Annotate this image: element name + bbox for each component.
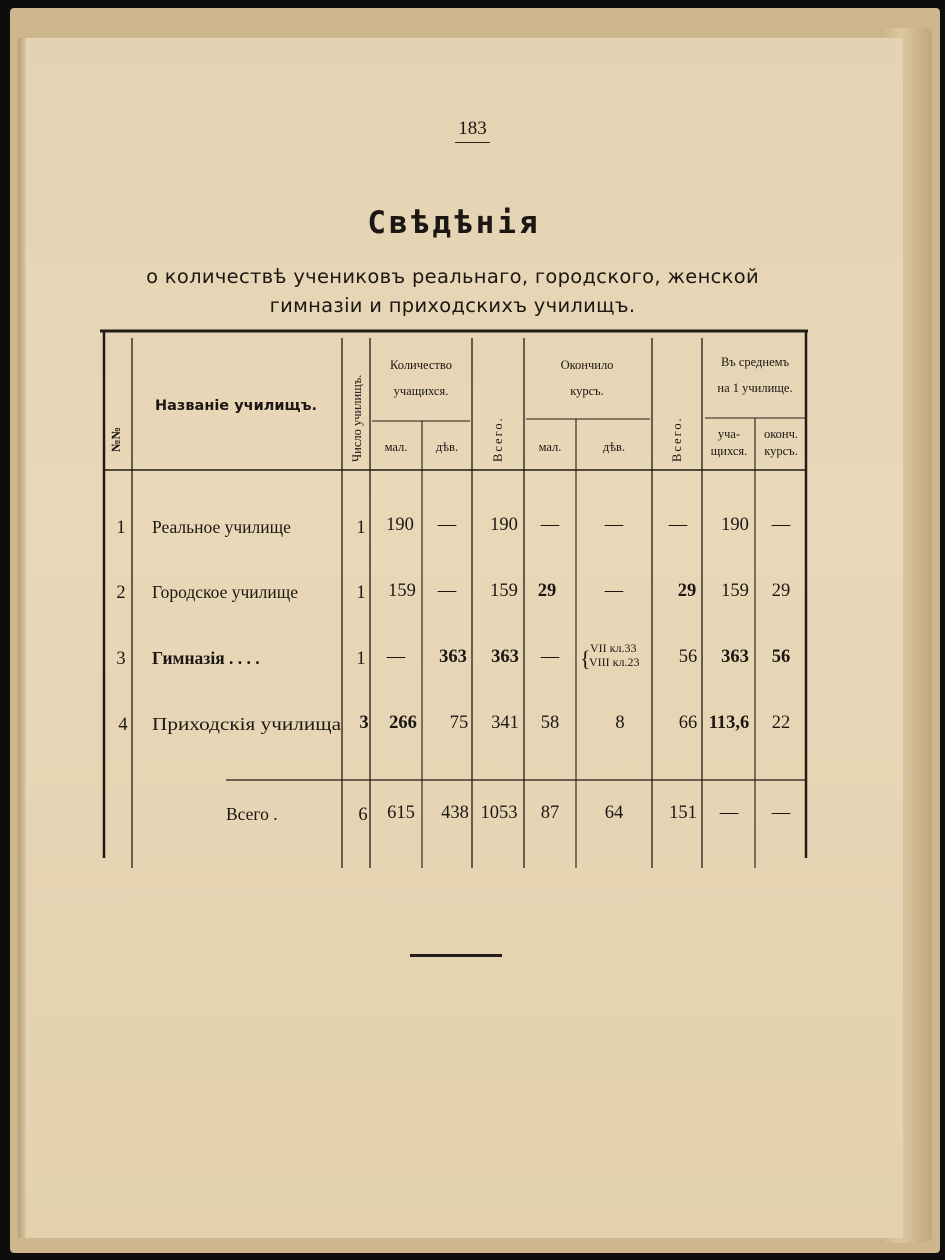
row-total: 363 — [491, 647, 519, 667]
row-grad-female: — — [604, 515, 624, 535]
row-total: 159 — [490, 581, 518, 601]
row-name: Городское училище — [152, 582, 298, 602]
row-grad-total: 56 — [678, 647, 698, 667]
header-graduated-line1: Окончило — [560, 358, 614, 372]
table-row — [118, 713, 790, 735]
totals-count: 6 — [358, 805, 368, 825]
row-grad-total: 66 — [678, 713, 698, 733]
header-num: №№ — [109, 426, 123, 452]
header-average-line1: Въ среднемъ — [720, 355, 790, 369]
totals-total: 1053 — [480, 803, 518, 823]
header-avg-grad-line2: курсъ. — [764, 444, 798, 458]
row-avg-grad: — — [771, 515, 791, 535]
row-name: Гимназія . . . . — [152, 648, 260, 668]
table-row — [116, 581, 790, 603]
header-female: дѣв. — [435, 440, 459, 454]
row-name: Реальное училище — [152, 517, 291, 537]
header-avg-students-line1: уча- — [717, 427, 741, 441]
header-grad-female: дѣв. — [602, 440, 626, 454]
subtitle-line-1: о количествѣ учениковъ реальнаго, городского, женской — [146, 265, 759, 288]
row-grad-male: 58 — [540, 713, 560, 733]
row-total: 341 — [491, 713, 519, 733]
row-grad-total: 29 — [677, 581, 697, 601]
header-students-line1: Количество — [390, 358, 452, 372]
row-male: 159 — [388, 581, 416, 601]
brace-icon: { — [580, 646, 591, 671]
row-female: — — [437, 515, 457, 535]
row-num: 4 — [118, 715, 128, 735]
header-schools-count: Число училищъ. — [350, 374, 364, 462]
row-grad-female: — — [604, 581, 624, 601]
totals-female: 438 — [441, 803, 469, 823]
row-avg-students: 113,6 — [708, 713, 750, 733]
row-female: 75 — [449, 713, 469, 733]
row-avg-students: 363 — [721, 647, 749, 667]
row-num: 3 — [116, 649, 126, 669]
subtitle-line-2: гимназіи и приходскихъ училищъ. — [269, 294, 636, 317]
row-count: 3 — [359, 713, 369, 733]
row-grad-female-viii: VIII кл.23 — [589, 655, 640, 669]
row-num: 2 — [116, 583, 126, 603]
row-avg-students: 159 — [721, 581, 749, 601]
closing-rule — [410, 954, 502, 957]
totals-row — [226, 803, 791, 825]
table-row — [116, 515, 790, 538]
row-avg-students: 190 — [721, 515, 749, 535]
table-row — [116, 641, 790, 671]
row-male: 266 — [389, 713, 417, 733]
page-title: Свѣдѣнія — [367, 205, 541, 241]
row-grad-male: 29 — [537, 581, 557, 601]
row-female: 363 — [439, 647, 467, 667]
header-grad-total: Всего. — [670, 416, 684, 462]
header-students-line2: учащихся. — [393, 384, 449, 398]
totals-grad-male: 87 — [540, 803, 560, 823]
row-count: 1 — [356, 649, 366, 669]
header-male: мал. — [384, 440, 408, 454]
row-grad-male: — — [540, 515, 560, 535]
row-name: Приходскія училища — [152, 714, 342, 734]
row-female: — — [437, 581, 457, 601]
row-total: 190 — [490, 515, 518, 535]
header-name: Названіе училищъ. — [155, 398, 317, 414]
header-avg-students-line2: щихся. — [710, 444, 748, 458]
row-avg-grad: 29 — [771, 581, 791, 601]
header-average-line2: на 1 училище. — [717, 381, 793, 395]
totals-grad-total: 151 — [669, 803, 697, 823]
row-count: 1 — [356, 518, 366, 538]
totals-grad-female: 64 — [604, 803, 624, 823]
page-number: 183 — [0, 118, 945, 143]
header-total: Всего. — [491, 416, 505, 462]
row-grad-male: — — [540, 647, 560, 667]
row-male: 190 — [386, 515, 414, 535]
totals-male: 615 — [387, 803, 415, 823]
totals-avg-grad: — — [771, 803, 791, 823]
row-avg-grad: 22 — [771, 713, 791, 733]
row-num: 1 — [116, 518, 126, 538]
row-male: — — [386, 647, 406, 667]
totals-label: Всего . — [226, 804, 278, 824]
row-count: 1 — [356, 583, 366, 603]
totals-avg-students: — — [719, 803, 739, 823]
header-grad-male: мал. — [538, 440, 562, 454]
header-graduated-line2: курсъ. — [570, 384, 604, 398]
row-avg-grad: 56 — [771, 647, 791, 667]
header-avg-grad-line1: оконч. — [763, 427, 799, 441]
row-grad-total: — — [668, 515, 688, 535]
row-grad-female-vii: VII кл.33 — [590, 641, 637, 655]
row-grad-female: 8 — [615, 713, 625, 733]
